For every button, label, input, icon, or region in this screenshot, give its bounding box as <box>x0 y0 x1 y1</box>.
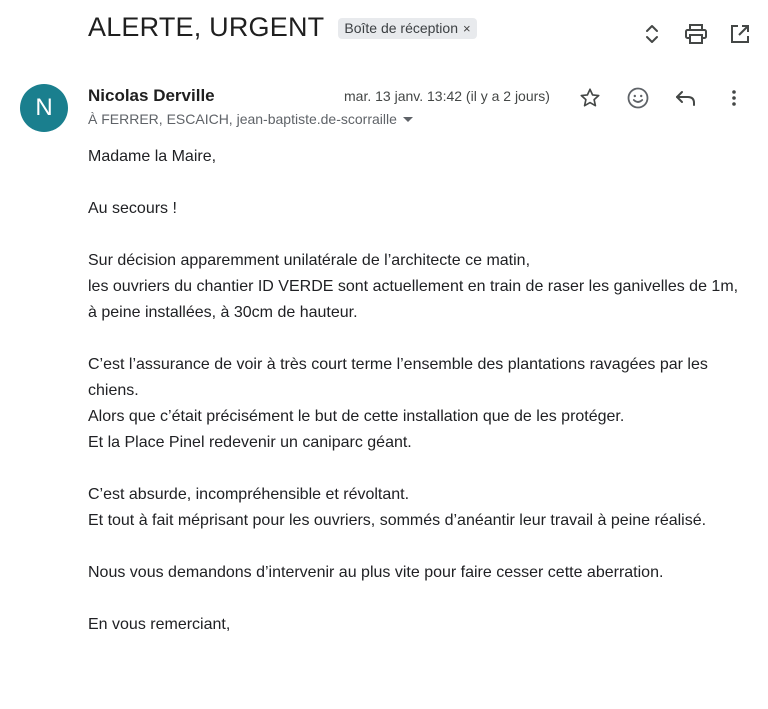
star-icon[interactable] <box>574 82 606 114</box>
body-line: les ouvriers du chantier ID VERDE sont actuellement en train de raser les ganivelles de 1m, <box>88 278 739 295</box>
email-body <box>88 144 748 664</box>
email-date: mar. 13 janv. 13:42 (il y a 2 jours) <box>344 88 550 104</box>
sender-name[interactable]: Nicolas Derville <box>88 86 215 105</box>
body-line: C’est l’assurance de voir à très court terme l’ensemble des plantations ravagées par les chiens. <box>88 356 708 399</box>
recipients-text: À FERRER, ESCAICH, jean-baptiste.de-scorraille <box>88 111 397 127</box>
body-paragraph: Nous vous demandons d’intervenir au plus vite pour faire cesser cette aberration. <box>88 564 664 581</box>
body-line: à peine installées, à 30cm de hauteur. <box>88 304 358 321</box>
body-line: C’est absurde, incompréhensible et révoltant. <box>88 486 410 503</box>
message-actions <box>574 82 750 114</box>
body-paragraph <box>88 352 748 456</box>
recipients-dropdown-icon[interactable] <box>403 117 413 122</box>
recipients-line[interactable] <box>88 111 413 127</box>
thread-toolbar <box>622 20 754 48</box>
closing: En vous remerciant, <box>88 616 231 633</box>
subject-row <box>88 12 477 43</box>
email-subject: ALERTE, URGENT <box>88 12 325 42</box>
body-paragraph: Au secours ! <box>88 200 177 217</box>
body-line: Et tout à fait méprisant pour les ouvriers, sommés d’anéantir leur travail à peine réalisé. <box>88 512 707 529</box>
body-paragraph <box>88 482 748 534</box>
inbox-label-text: Boîte de réception <box>344 20 458 36</box>
body-line: Et la Place Pinel redevenir un caniparc géant. <box>88 434 412 451</box>
more-vert-icon[interactable] <box>718 82 750 114</box>
expand-collapse-icon[interactable] <box>638 20 666 48</box>
body-line: Alors que c’était précisément le but de cette installation que de les protéger. <box>88 408 625 425</box>
remove-label-icon[interactable]: × <box>463 20 471 36</box>
emoji-icon[interactable] <box>622 82 654 114</box>
reply-icon[interactable] <box>670 82 702 114</box>
open-in-new-window-icon[interactable] <box>726 20 754 48</box>
body-line: Sur décision apparemment unilatérale de l’architecte ce matin, <box>88 252 531 269</box>
body-paragraph <box>88 248 748 326</box>
inbox-label-chip[interactable] <box>338 18 476 39</box>
print-icon[interactable] <box>682 20 710 48</box>
greeting: Madame la Maire, <box>88 148 217 165</box>
sender-avatar[interactable]: N <box>20 84 68 132</box>
